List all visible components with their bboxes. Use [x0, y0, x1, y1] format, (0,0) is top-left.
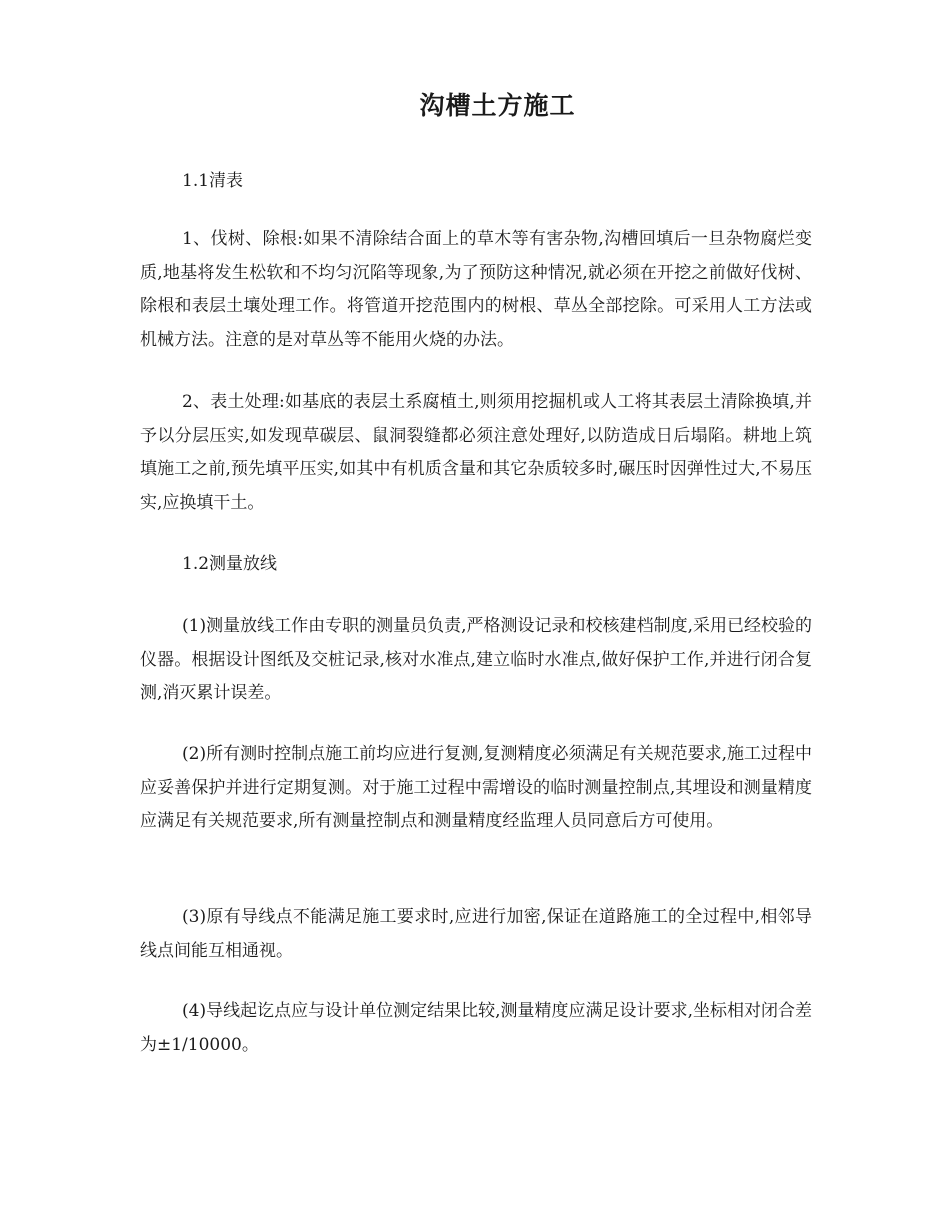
paragraph-traverse-densify: (3)原有导线点不能满足施工要求时,应进行加密,保证在道路施工的全过程中,相邻导线点间能互相通视。: [140, 907, 812, 961]
paragraph-survey-staff: (1)测量放线工作由专职的测量员负责,严格测设记录和校核建档制度,采用已经校验的仪器。根据设计图纸及交桩记录,核对水准点,建立临时水准点,做好保护工作,并进行闭合复测,消灭累计误差。: [140, 616, 812, 703]
section-heading-1-1: 1.1清表: [182, 171, 244, 191]
paragraph-tree-removal: 1、伐树、除根:如果不清除结合面上的草木等有害杂物,沟槽回填后一旦杂物腐烂变质,地基将发生松软和不均匀沉陷等现象,为了预防这种情况,就必须在开挖之前做好伐树、除根和表层土壤处理工作。将管道开挖范围内的树根、草丛全部挖除。可采用人工方法或机械方法。注意的是对草丛等不能用火烧的办法。: [140, 229, 812, 350]
page-title: 沟槽土方施工: [419, 91, 576, 120]
section-heading-1-2: 1.2测量放线: [182, 554, 278, 574]
paragraph-traverse-accuracy: (4)导线起讫点应与设计单位测定结果比较,测量精度应满足设计要求,坐标相对闭合差为±1/10000。: [140, 1001, 812, 1055]
paragraph-topsoil-treatment: 2、表土处理:如基底的表层土系腐植土,则须用挖掘机或人工将其表层土清除换填,并予以分层压实,如发现草碳层、鼠洞裂缝都必须注意处理好,以防造成日后塌陷。耕地上筑填施工之前,预先填平压实,如其中有机质含量和其它杂质较多时,碾压时因弹性过大,不易压实,应换填干土。: [140, 392, 812, 513]
paragraph-control-points: (2)所有测时控制点施工前均应进行复测,复测精度必须满足有关规范要求,施工过程中应妥善保护并进行定期复测。对于施工过程中需增设的临时测量控制点,其埋设和测量精度应满足有关规范要求,所有测量控制点和测量精度经监理人员同意后方可使用。: [140, 744, 812, 831]
